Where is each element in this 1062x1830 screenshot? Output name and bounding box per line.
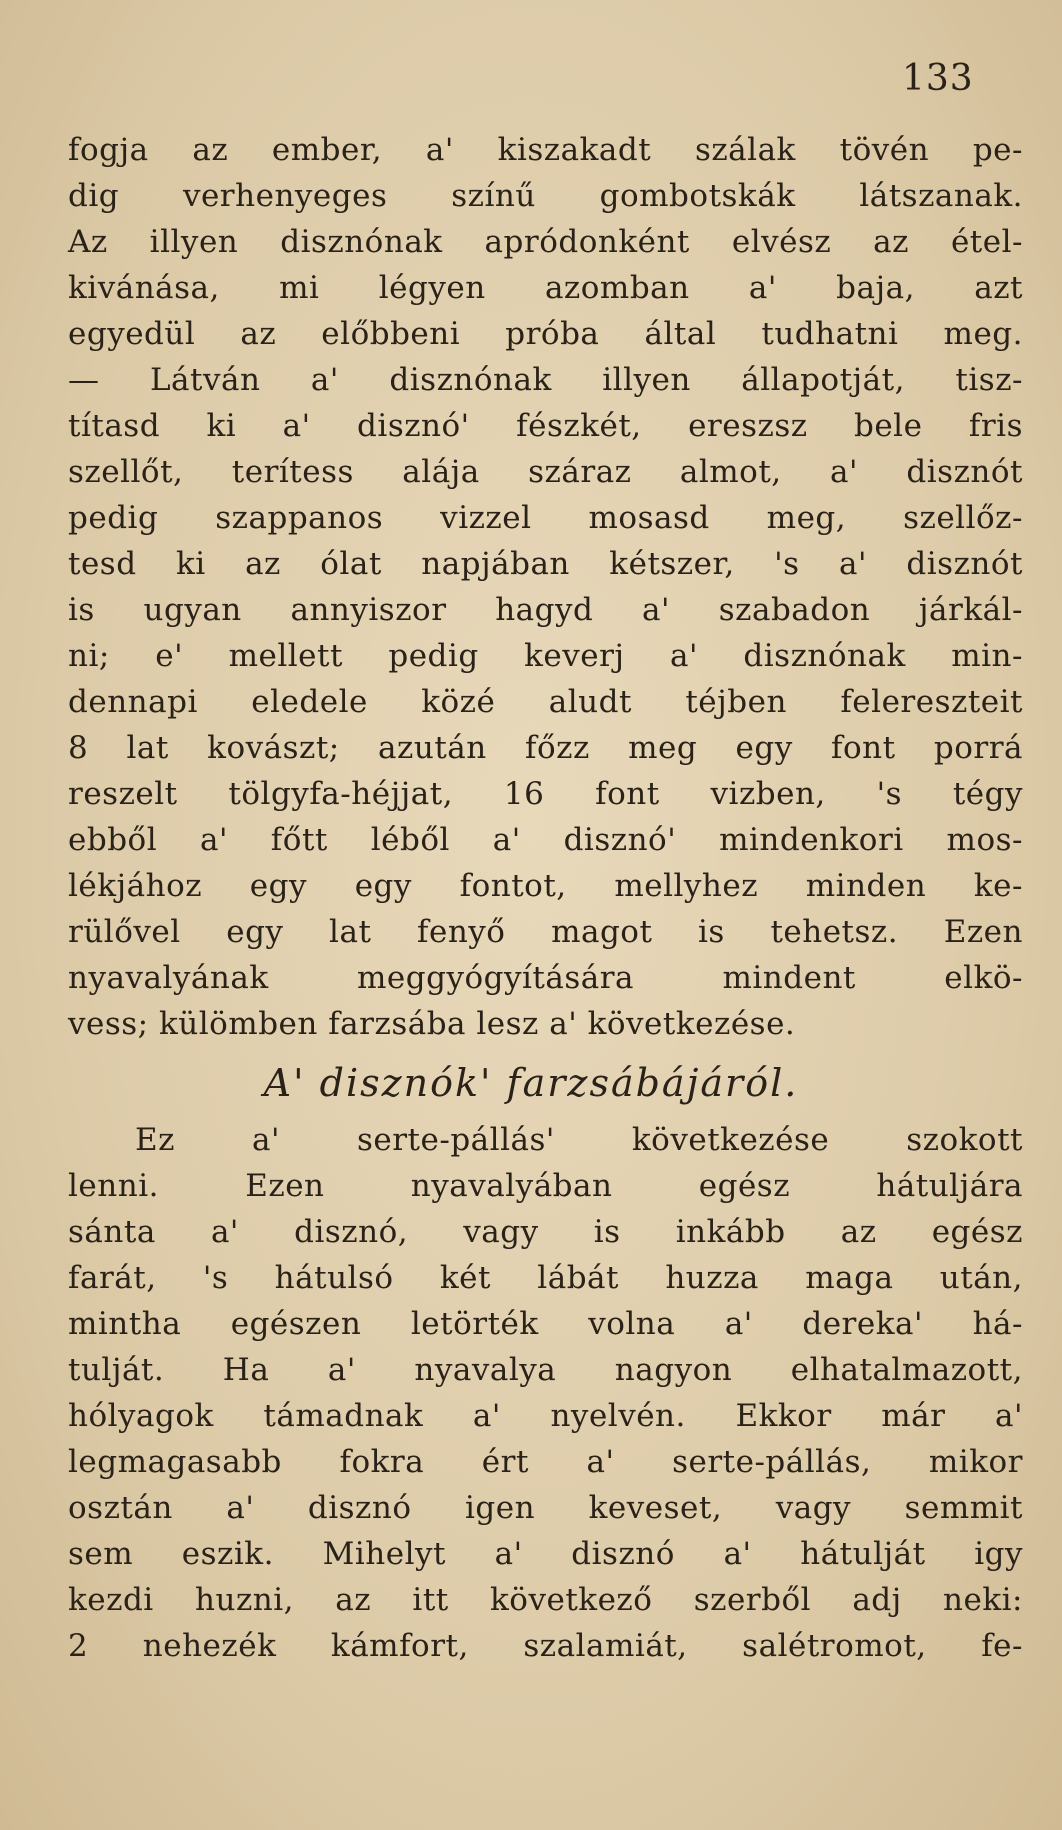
text-line: — Látván a' disznónak illyen állapotját, tisz- [68,362,1023,398]
text-line: ebből a' főtt léből a' disznó' mindenkori mos- [68,822,1023,858]
text-line: szellőt, terítess alája száraz almot, a' disznót [68,454,1023,490]
text-line: 2 nehezék kámfort, szalamiát, salétromot, fe- [68,1628,1023,1664]
text-line: reszelt tölgyfa-héjjat, 16 font vizben, 's tégy [68,776,1023,812]
text-line: egyedül az előbbeni próba által tudhatni meg. [68,316,1023,352]
text-line: nyavalyának meggyógyítására mindent elkö- [68,960,1023,996]
text-line: mintha egészen letörték volna a' dereka' há- [68,1306,1023,1342]
text-line: lenni. Ezen nyavalyában egész hátuljára [68,1168,1023,1204]
text-line: lékjához egy egy fontot, mellyhez minden ke- [68,868,1023,904]
text-line: kivánása, mi légyen azomban a' baja, azt [68,270,1023,306]
text-line: rülővel egy lat fenyő magot is tehetsz. Ezen [68,914,1023,950]
text-line: pedig szappanos vizzel mosasd meg, szellőz- [68,500,1023,536]
text-line: tesd ki az ólat napjában kétszer, 's a' disznót [68,546,1023,582]
section-heading: A' disznók' farzsábájáról. [263,1061,799,1105]
text-line: 8 lat kovászt; azután főzz meg egy font porrá [68,730,1023,766]
text-line: dig verhenyeges színű gombotskák látszanak. [68,178,1023,214]
text-line: sem eszik. Mihelyt a' disznó a' hátulját igy [68,1536,1023,1572]
text-line: legmagasabb fokra ért a' serte-pállás, mikor [68,1444,1023,1480]
text-line: is ugyan annyiszor hagyd a' szabadon járkál- [68,592,1023,628]
text-line: Az illyen disznónak apródonként elvész az étel- [68,224,1023,260]
text-line: hólyagok támadnak a' nyelvén. Ekkor már a' [68,1398,1023,1434]
text-line: Ez a' serte-pállás' következése szokott [135,1122,1023,1158]
text-line: kezdi huzni, az itt következő szerből adj neki: [68,1582,1023,1618]
text-line: ni; e' mellett pedig keverj a' disznónak min- [68,638,1023,674]
text-line: osztán a' disznó igen keveset, vagy semmit [68,1490,1023,1526]
page-number: 133 [902,58,974,99]
text-line: farát, 's hátulsó két lábát huzza maga után, [68,1260,1023,1296]
text-line: títasd ki a' disznó' fészkét, eresz​sz bele fris [68,408,1023,444]
text-line: dennapi eledele közé aludt téjben felereszteit [68,684,1023,720]
text-line: fogja az ember, a' kiszakadt szálak tövén pe- [68,132,1023,168]
text-line: vess; külömben farzsába lesz a' következése. [68,1006,796,1042]
text-line: sánta a' disznó, vagy is inkább az egész [68,1214,1023,1250]
text-line: tulját. Ha a' nyavalya nagyon elhatalmazott, [68,1352,1023,1388]
